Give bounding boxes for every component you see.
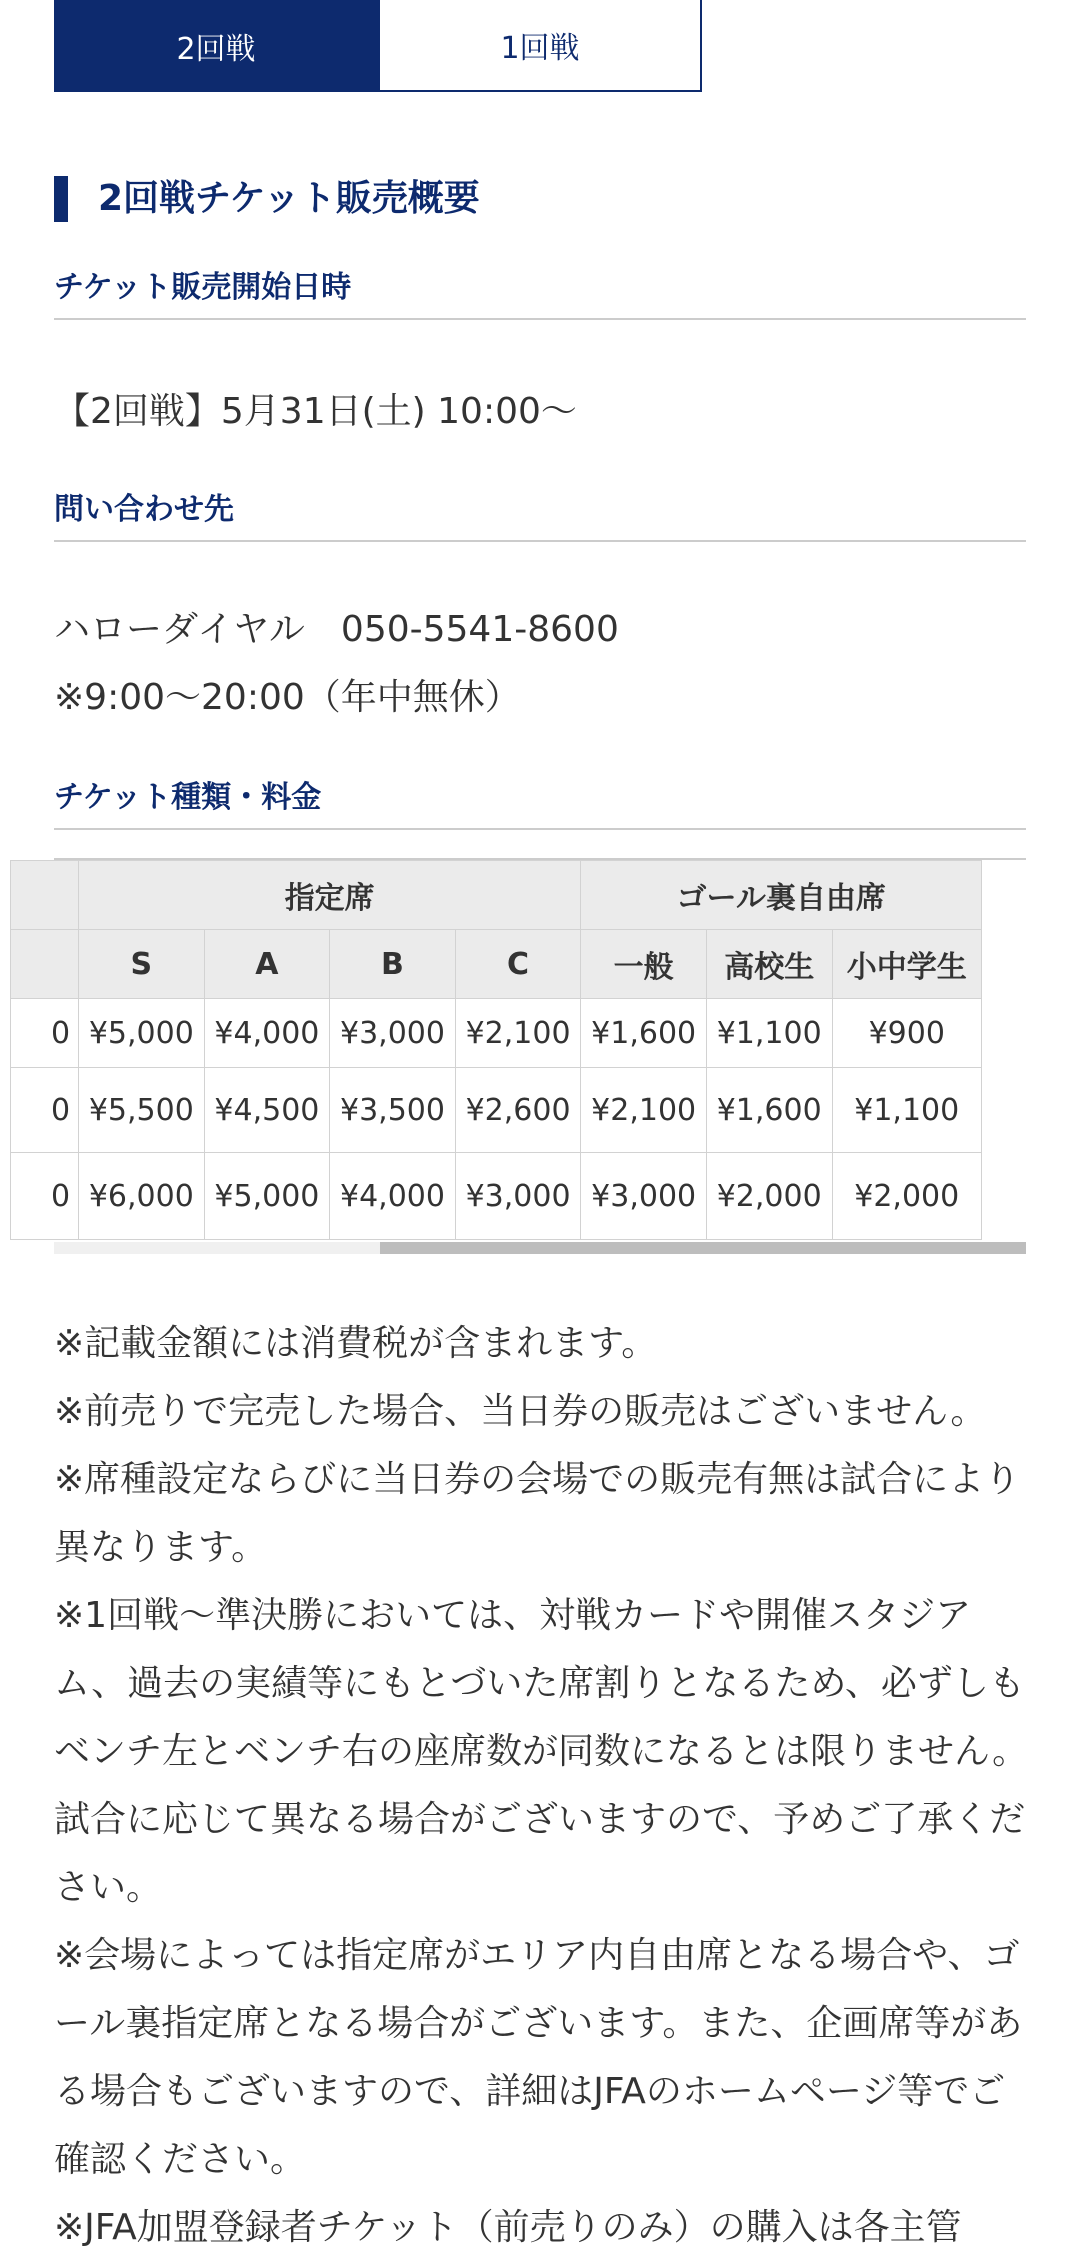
table-row bbox=[11, 1153, 982, 1240]
tab-round-1[interactable]: 1回戦 bbox=[378, 0, 702, 92]
section-title: 2回戦チケット販売概要 bbox=[54, 176, 480, 222]
table-cell: ¥2,000 bbox=[832, 1153, 982, 1240]
col-header: 一般 bbox=[581, 930, 707, 999]
table-cell: ¥3,000 bbox=[455, 1153, 581, 1240]
table-cell: ¥1,100 bbox=[832, 1068, 982, 1153]
group-reserved-header: 指定席 bbox=[79, 861, 581, 930]
table-cell: ¥4,000 bbox=[204, 999, 330, 1068]
table-cell: ¥3,500 bbox=[330, 1068, 456, 1153]
notes bbox=[54, 1310, 1034, 2262]
col-header: 小中学生 bbox=[832, 930, 982, 999]
col-header: 高校生 bbox=[706, 930, 832, 999]
col-header: S bbox=[79, 930, 205, 999]
contact-hours: ※9:00〜20:00（年中無休） bbox=[54, 677, 521, 718]
scrollbar-thumb[interactable] bbox=[380, 1242, 1026, 1254]
table-cell: ¥4,000 bbox=[330, 1153, 456, 1240]
table-cell: ¥4,500 bbox=[204, 1068, 330, 1153]
table-row bbox=[11, 999, 982, 1068]
note-item: ※前売りで完売した場合、当日券の販売はございません。 bbox=[54, 1391, 987, 1432]
table-cell: ¥5,000 bbox=[204, 1153, 330, 1240]
price-table-scroll[interactable] bbox=[50, 858, 1026, 1256]
table-cell: 0 bbox=[11, 1068, 79, 1153]
contact-heading: 問い合わせ先 bbox=[54, 484, 1026, 542]
table-cell: ¥1,600 bbox=[706, 1068, 832, 1153]
note-item: ※記載金額には消費税が含まれます。 bbox=[54, 1323, 658, 1364]
sale-start-text: 【2回戦】5月31日(土) 10:00〜 bbox=[54, 391, 577, 432]
table-row bbox=[11, 1068, 982, 1153]
price-table bbox=[10, 860, 982, 1240]
table-header-cell bbox=[11, 861, 79, 930]
col-header: C bbox=[455, 930, 581, 999]
table-cell: ¥1,600 bbox=[581, 999, 707, 1068]
note-item: ※JFA加盟登録者チケット（前売りのみ）の購入は各主管 bbox=[54, 2207, 962, 2248]
sale-start-heading: チケット販売開始日時 bbox=[54, 262, 1026, 320]
contact-phone: ハローダイヤル 050-5541-8600 bbox=[54, 609, 619, 650]
table-cell: ¥2,100 bbox=[581, 1068, 707, 1153]
table-cell: ¥3,000 bbox=[581, 1153, 707, 1240]
table-cell: ¥2,100 bbox=[455, 999, 581, 1068]
note-item: ※席種設定ならびに当日券の会場での販売有無は試合により異なります。 bbox=[54, 1459, 1021, 1568]
table-header-cell bbox=[11, 930, 79, 999]
note-item: ※会場によっては指定席がエリア内自由席となる場合や、ゴール裏指定席となる場合がございます。また、企画席等がある場合もございますので、詳細はJFAのホームページ等でご確認ください。 bbox=[54, 1935, 1023, 2180]
table-scrollbar[interactable] bbox=[54, 1242, 1026, 1254]
col-header: B bbox=[330, 930, 456, 999]
col-header: A bbox=[204, 930, 330, 999]
prices-heading: チケット種類・料金 bbox=[54, 772, 1026, 830]
table-cell: ¥2,000 bbox=[706, 1153, 832, 1240]
table-cell: 0 bbox=[11, 999, 79, 1068]
table-cell: ¥6,000 bbox=[79, 1153, 205, 1240]
table-cell: ¥2,600 bbox=[455, 1068, 581, 1153]
table-cell: ¥3,000 bbox=[330, 999, 456, 1068]
tab-round-2[interactable]: 2回戦 bbox=[54, 0, 378, 92]
table-cell: ¥900 bbox=[832, 999, 982, 1068]
table-cell: ¥5,500 bbox=[79, 1068, 205, 1153]
table-cell: ¥1,100 bbox=[706, 999, 832, 1068]
note-item: ※1回戦〜準決勝においては、対戦カードや開催スタジアム、過去の実績等にもとづいた席割りとなるため、必ずしもベンチ左とベンチ右の座席数が同数になるとは限りません。試合に応じて異なる場合がございますので、予めご了承ください。 bbox=[54, 1595, 1029, 1908]
table-cell: ¥5,000 bbox=[79, 999, 205, 1068]
round-tabs bbox=[54, 0, 702, 92]
group-goal-header: ゴール裏自由席 bbox=[581, 861, 982, 930]
table-cell: 0 bbox=[11, 1153, 79, 1240]
